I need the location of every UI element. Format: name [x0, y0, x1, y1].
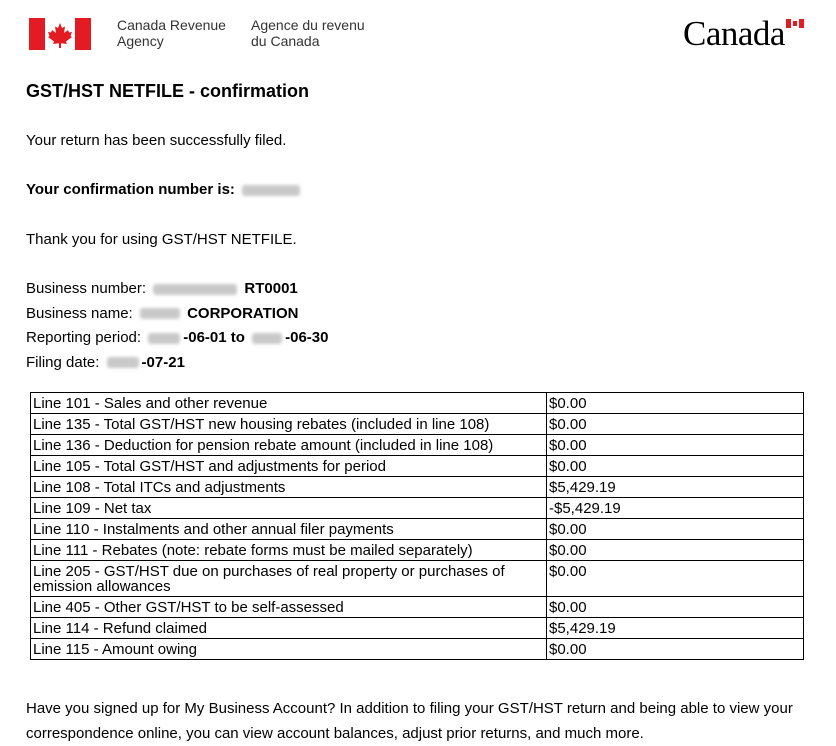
line-amount: $0.00 — [547, 561, 804, 597]
table-row — [31, 519, 804, 540]
business-name-suffix: CORPORATION — [187, 304, 299, 322]
reporting-period-end: -06-30 — [285, 329, 329, 346]
confirmation-label: Your confirmation number is: — [26, 181, 235, 198]
line-amount: $0.00 — [547, 519, 804, 540]
reporting-period-start: -06-01 — [183, 329, 227, 346]
line-description: Line 109 - Net tax — [31, 498, 547, 519]
reporting-period-row — [26, 329, 328, 354]
success-message: Your return has been successfully filed. — [26, 132, 287, 149]
line-amount: $5,429.19 — [547, 618, 804, 639]
line-description: Line 405 - Other GST/HST to be self-assessed — [31, 597, 547, 618]
line-amount: $0.00 — [547, 597, 804, 618]
table-row — [31, 639, 804, 660]
reporting-period-to: to — [230, 329, 245, 346]
return-lines-table — [30, 392, 804, 660]
redacted-business-number — [153, 284, 237, 295]
line-description: Line 114 - Refund claimed — [31, 618, 547, 639]
filing-date-value: -07-21 — [141, 353, 185, 371]
table-row — [31, 561, 804, 597]
table-row — [31, 597, 804, 618]
business-number-row — [26, 280, 328, 305]
line-description: Line 136 - Deduction for pension rebate amount (included in line 108) — [31, 435, 547, 456]
filing-date-row — [26, 354, 328, 379]
department-name-french: Agence du revenu du Canada — [251, 17, 365, 49]
line-amount: $0.00 — [547, 393, 804, 414]
table-row — [31, 498, 804, 519]
canada-wordmark: Canada — [683, 14, 785, 53]
page-title: GST/HST NETFILE - confirmation — [26, 81, 309, 101]
canada-flag-icon — [29, 18, 91, 50]
table-row — [31, 435, 804, 456]
line-amount: $0.00 — [547, 540, 804, 561]
line-amount: $5,429.19 — [547, 477, 804, 498]
redacted-filing-year — [107, 357, 139, 368]
business-name-row — [26, 305, 328, 330]
line-amount: $0.00 — [547, 414, 804, 435]
line-amount: -$5,429.19 — [547, 498, 804, 519]
table-row — [31, 414, 804, 435]
line-amount: $0.00 — [547, 456, 804, 477]
table-row — [31, 393, 804, 414]
line-description: Line 205 - GST/HST due on purchases of real property or purchases of emission allowances — [31, 561, 547, 597]
line-description: Line 110 - Instalments and other annual filer payments — [31, 519, 547, 540]
page-header — [0, 0, 836, 70]
table-row — [31, 456, 804, 477]
line-description: Line 115 - Amount owing — [31, 639, 547, 660]
department-name-english: Canada Revenue Agency — [117, 17, 226, 49]
redacted-confirmation-number — [242, 185, 300, 196]
redacted-end-year — [252, 333, 282, 344]
thanks-message: Thank you for using GST/HST NETFILE. — [26, 231, 297, 248]
business-number-suffix: RT0001 — [244, 280, 298, 297]
redacted-business-name — [140, 308, 180, 319]
line-amount: $0.00 — [547, 435, 804, 456]
line-description: Line 105 - Total GST/HST and adjustments for period — [31, 456, 547, 477]
redacted-start-year — [148, 333, 180, 344]
wordmark-flag-icon — [786, 19, 804, 28]
my-business-account-promo: Have you signed up for My Business Account? In addition to filing your GST/HST return and being able to view your correspondence online, you can view account balances, adjust prior returns, and much more. — [26, 700, 793, 742]
reporting-period-label: Reporting period: — [26, 329, 142, 346]
table-row — [31, 618, 804, 639]
business-number-label: Business number: — [26, 280, 147, 297]
line-description: Line 108 - Total ITCs and adjustments — [31, 477, 547, 498]
line-description: Line 111 - Rebates (note: rebate forms must be mailed separately) — [31, 540, 547, 561]
line-description: Line 135 - Total GST/HST new housing rebates (included in line 108) — [31, 414, 547, 435]
table-row — [31, 540, 804, 561]
business-name-label: Business name: — [26, 304, 133, 322]
line-amount: $0.00 — [547, 639, 804, 660]
filing-date-label: Filing date: — [26, 353, 100, 371]
confirmation-number — [26, 181, 303, 199]
line-description: Line 101 - Sales and other revenue — [31, 393, 547, 414]
business-info — [26, 280, 328, 378]
table-row — [31, 477, 804, 498]
